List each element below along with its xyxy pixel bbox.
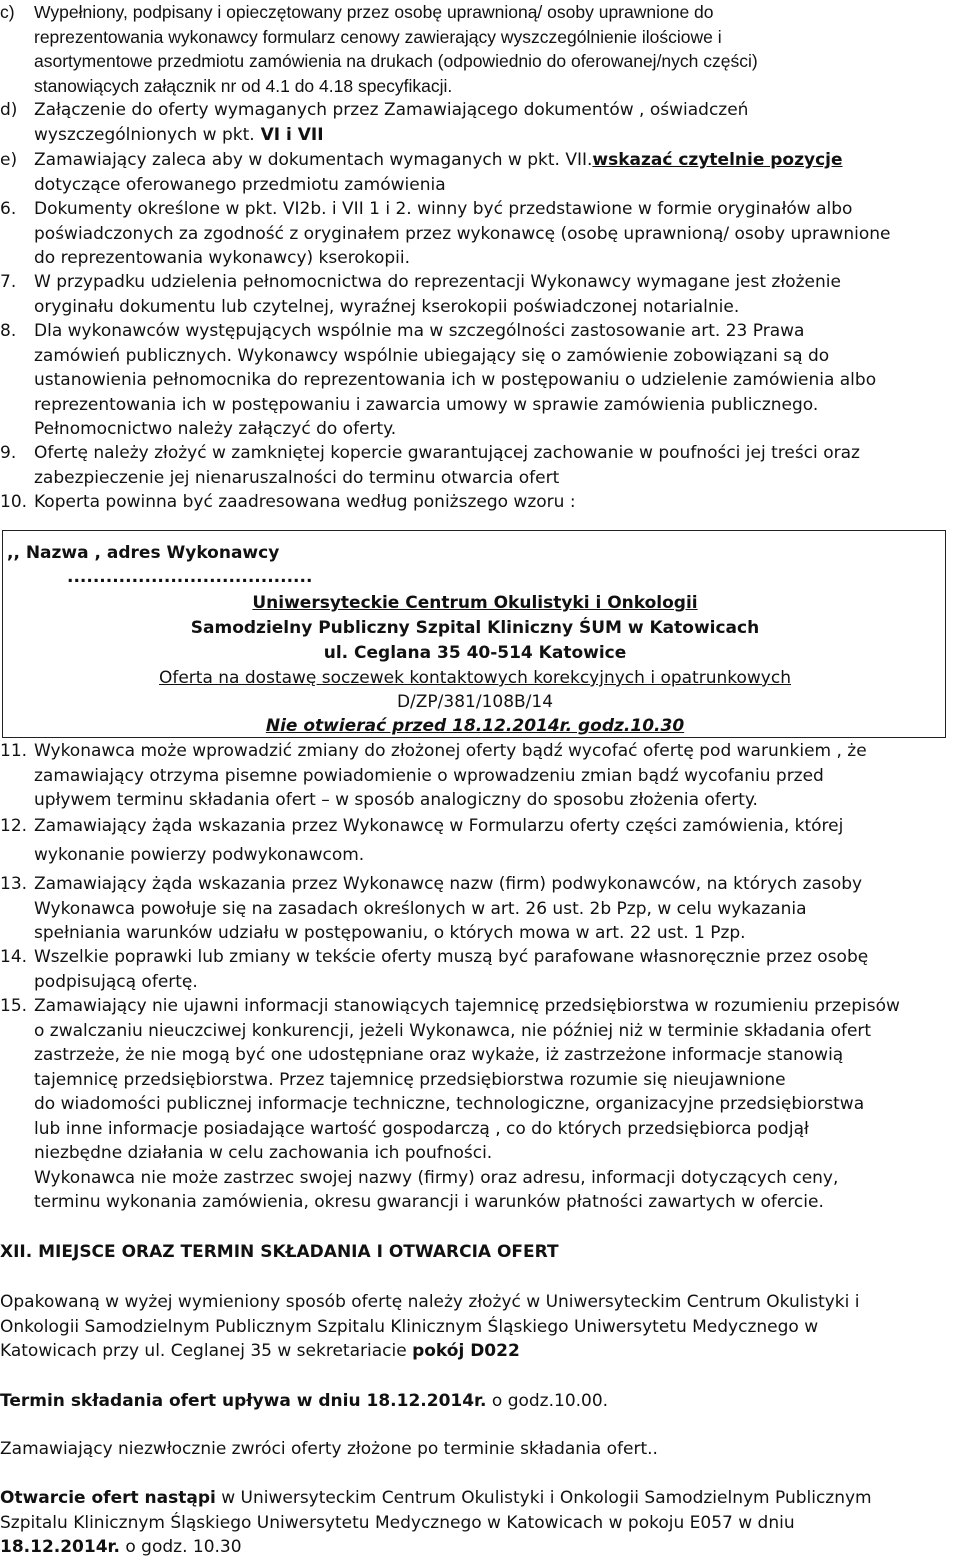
paragraph-line	[0, 1339, 948, 1364]
item-text-line: Załączenie do oferty wymaganych przez Zamawiającego dokumentów , oświadczeń	[34, 100, 749, 120]
item-text-line: Wszelkie poprawki lub zmiany w tekście oferty muszą być parafowane własnoręcznie przez osobę	[34, 947, 869, 967]
opening-label: Otwarcie ofert nastąpi	[0, 1488, 216, 1508]
paragraph-line	[0, 1486, 948, 1511]
item-marker: 14.	[0, 947, 28, 967]
item-text: wyszczególnionych w pkt.	[34, 124, 255, 145]
opening-time: o godz. 10.30	[119, 1537, 242, 1557]
envelope-address-line-2: Samodzielny Publiczny Szpital Kliniczny ŚUM w Katowicach	[190, 618, 760, 638]
item-text-line: ustanowienia pełnomocnika do reprezentowania ich w postępowaniu o udzielenie zamówienia albo	[34, 370, 877, 390]
item-text-line: Wykonawca powołuje się na zasadach określonych w art. 26 ust. 2b Pzp, w celu wykazania	[34, 898, 807, 919]
section-heading: XII. MIEJSCE ORAZ TERMIN SKŁADANIA I OTWARCIA OFERT	[0, 1242, 559, 1262]
item-text-line: Koperta powinna być zaadresowana według poniższego wzoru :	[34, 492, 576, 512]
item-marker: 11.	[0, 741, 28, 761]
item-text: Zamawiający zaleca aby w dokumentach wymaganych w pkt. VII.	[34, 150, 593, 170]
envelope-do-not-open-text: Nie otwierać przed 18.12.2014r. godz.10.30	[265, 716, 685, 736]
deadline-text: Termin składania ofert upływa w dniu 18.12.2014r.	[0, 1391, 487, 1411]
item-text-line: do wiadomości publicznej informacje techniczne, technologiczne, organizacyjne przedsiębiorstwa	[34, 1094, 865, 1114]
deadline-time: o godz.10.00.	[486, 1391, 609, 1411]
list-item-12	[0, 812, 948, 870]
paragraph-line	[0, 1535, 948, 1560]
item-marker: 6.	[0, 199, 17, 219]
list-item-6	[0, 197, 948, 271]
paragraph-line: Zamawiający niezwłocznie zwróci oferty złożone po terminie składania ofert..	[0, 1439, 658, 1459]
envelope-template-box	[2, 530, 946, 738]
item-text-line: podpisującą ofertę.	[34, 971, 198, 992]
paragraph-return-late	[0, 1437, 948, 1462]
envelope-offer-title	[3, 666, 947, 690]
item-text-line: Wykonawca może wprowadzić zmiany do złożonej oferty bądź wycofać ofertę pod warunkiem , że	[34, 741, 867, 761]
item-text-line	[34, 123, 948, 148]
opening-text: w Uniwersyteckim Centrum Okulistyki i Onkologii Samodzielnym Publicznym	[215, 1488, 872, 1508]
item-text-line: lub inne informacje posiadające wartość gospodarczą , co do których przedsiębiorca podjął	[34, 1118, 809, 1139]
envelope-address-line-3: ul. Ceglana 35 40-514 Katowice	[323, 643, 627, 663]
envelope-name-line: ,, Nazwa , adres Wykonawcy	[7, 543, 280, 563]
item-text-line: poświadczonych za zgodność z oryginałem przez wykonawcę (osobę uprawnioną/ osoby uprawnione	[34, 223, 891, 244]
item-text-line: Dokumenty określone w pkt. VI2b. i VII 1 i 2. winny być przedstawione w formie oryginałów albo	[34, 199, 853, 219]
envelope-dots: ......................................	[67, 567, 313, 587]
item-text-line	[34, 148, 948, 173]
item-text-line: tajemnicę przedsiębiorstwa. Przez tajemnicę przedsiębiorstwa rozumie się nieujawnione	[34, 1069, 786, 1090]
list-item-15	[0, 994, 948, 1215]
item-marker: 8.	[0, 321, 17, 341]
item-marker: d)	[0, 100, 18, 120]
list-item-10	[0, 490, 948, 515]
paragraph-text: Katowicach przy ul. Ceglanej 35 w sekretariacie	[0, 1341, 413, 1361]
item-marker: 12.	[0, 816, 28, 836]
item-text-line: zabezpieczenie jej nienaruszalności do terminu otwarcia ofert	[34, 467, 560, 488]
item-text-emphasis: wskazać czytelnie pozycje	[592, 150, 843, 170]
opening-date: 18.12.2014r.	[0, 1537, 120, 1557]
item-text-line: wykonanie powierzy podwykonawcom.	[34, 845, 365, 865]
item-text-line: oryginału dokumentu lub czytelnej, wyraźnej kserokopii poświadczonej notarialnie.	[34, 296, 740, 317]
room-number: pokój D022	[412, 1341, 520, 1361]
envelope-address-line-1: Uniwersyteckie Centrum Okulistyki i Onkologii	[252, 593, 698, 613]
list-item-8	[0, 319, 948, 442]
item-text-line: Zamawiający żąda wskazania przez Wykonawcę nazw (firm) podwykonawców, na których zasoby	[34, 874, 863, 894]
item-text-line: Ofertę należy złożyć w zamkniętej kopercie gwarantującej zachowanie w poufności jej treści oraz	[34, 443, 860, 463]
item-text-line: dotyczące oferowanego przedmiotu zamówienia	[34, 174, 446, 195]
item-text-line: Pełnomocnictwo należy załączyć do oferty.	[34, 419, 397, 439]
item-text-line: Zamawiający żąda wskazania przez Wykonawcę w Formularzu oferty części zamówienia, której	[34, 816, 844, 836]
item-text-line: W przypadku udzielenia pełnomocnictwa do reprezentacji Wykonawcy wymagane jest złożenie	[34, 272, 841, 292]
envelope-case-number: D/ZP/381/108B/14	[396, 692, 554, 712]
paragraph-line: Onkologii Samodzielnym Publicznym Szpitalu Klinicznym Śląskiego Uniwersytetu Medycznego w	[0, 1316, 819, 1337]
envelope-offer-text: Oferta na dostawę soczewek kontaktowych korekcyjnych i opatrunkowych	[158, 668, 791, 688]
item-text-line: do reprezentowania wykonawcy) kserokopii.	[34, 248, 411, 268]
item-text-line: reprezentowania wykonawcy formularz cenowy zawierający wyszczególnienie ilościowe i	[34, 26, 722, 47]
item-text-bold: VI i VII	[254, 124, 324, 145]
item-text-line: zamówień publicznych. Wykonawcy wspólnie ubiegający się o zamówienie zobowiązani są do	[34, 345, 830, 366]
list-item-d	[0, 98, 948, 147]
item-text-line: o zwalczaniu nieuczciwej konkurencji, jeżeli Wykonawca, nie później niż w terminie składania ofert	[34, 1020, 872, 1041]
item-text-line: stanowiących załącznik nr od 4.1 do 4.18 specyfikacji.	[34, 75, 453, 96]
paragraph-line: Opakowaną w wyżej wymieniony sposób ofertę należy złożyć w Uniwersyteckim Centrum Okulistyki i	[0, 1292, 860, 1312]
paragraph-line	[0, 1389, 948, 1414]
envelope-do-not-open	[3, 714, 947, 738]
paragraph-deadline	[0, 1389, 948, 1414]
list-item-c	[0, 0, 948, 98]
list-item-14	[0, 945, 948, 994]
item-text-line: zamawiający otrzyma pisemne powiadomienie o wprowadzeniu zmian bądź wycofaniu przed	[34, 765, 824, 786]
item-text-line: Wykonawca nie może zastrzec swojej nazwy (firmy) oraz adresu, informacji dotyczących ceny,	[34, 1167, 839, 1188]
list-item-13	[0, 872, 948, 946]
list-item-e	[0, 148, 948, 197]
paragraph-line: Szpitalu Klinicznym Śląskiego Uniwersytetu Medycznego w Katowicach w pokoju E057 w dniu	[0, 1512, 795, 1533]
item-text-line: spełniania warunków udziału w postępowaniu, o których mowa w art. 22 ust. 1 Pzp.	[34, 923, 746, 943]
item-marker: e)	[0, 150, 18, 170]
item-text-line: zastrzeże, że nie mogą być one udostępniane oraz wykaże, iż zastrzeżone informacje stanowią	[34, 1045, 844, 1065]
item-marker: 13.	[0, 874, 28, 894]
item-marker: 9.	[0, 443, 17, 463]
paragraph-delivery-location	[0, 1290, 948, 1364]
list-item-7	[0, 270, 948, 319]
item-text-line: upływem terminu składania ofert – w sposób analogiczny do sposobu złożenia oferty.	[34, 790, 758, 810]
item-marker: 15.	[0, 996, 28, 1016]
item-text-line: asortymentowe przedmiotu zamówienia na drukach (odpowiednio do oferowanej/nych części)	[34, 51, 758, 71]
list-item-11	[0, 739, 948, 813]
item-text-line: Zamawiający nie ujawni informacji stanowiących tajemnicę przedsiębiorstwa w rozumieniu przepisów	[34, 996, 900, 1016]
item-marker: c)	[0, 2, 15, 22]
list-item-9	[0, 441, 948, 490]
item-text-line: terminu wykonania zamówienia, okresu gwarancji i warunków płatności zawartych w ofercie.	[34, 1192, 824, 1212]
item-text-line: Wypełniony, podpisany i opieczętowany przez osobę uprawnioną/ osoby uprawnione do	[34, 2, 714, 22]
item-text-line: reprezentowania ich w postępowaniu i zawarcia umowy w sprawie zamówienia publicznego.	[34, 394, 819, 415]
item-text-line: Dla wykonawców występujących wspólnie ma w szczególności zastosowanie art. 23 Prawa	[34, 321, 805, 341]
item-marker: 7.	[0, 272, 17, 292]
item-marker: 10.	[0, 492, 28, 512]
item-text-line: niezbędne działania w celu zachowania ich poufności.	[34, 1143, 493, 1163]
paragraph-opening	[0, 1486, 948, 1560]
